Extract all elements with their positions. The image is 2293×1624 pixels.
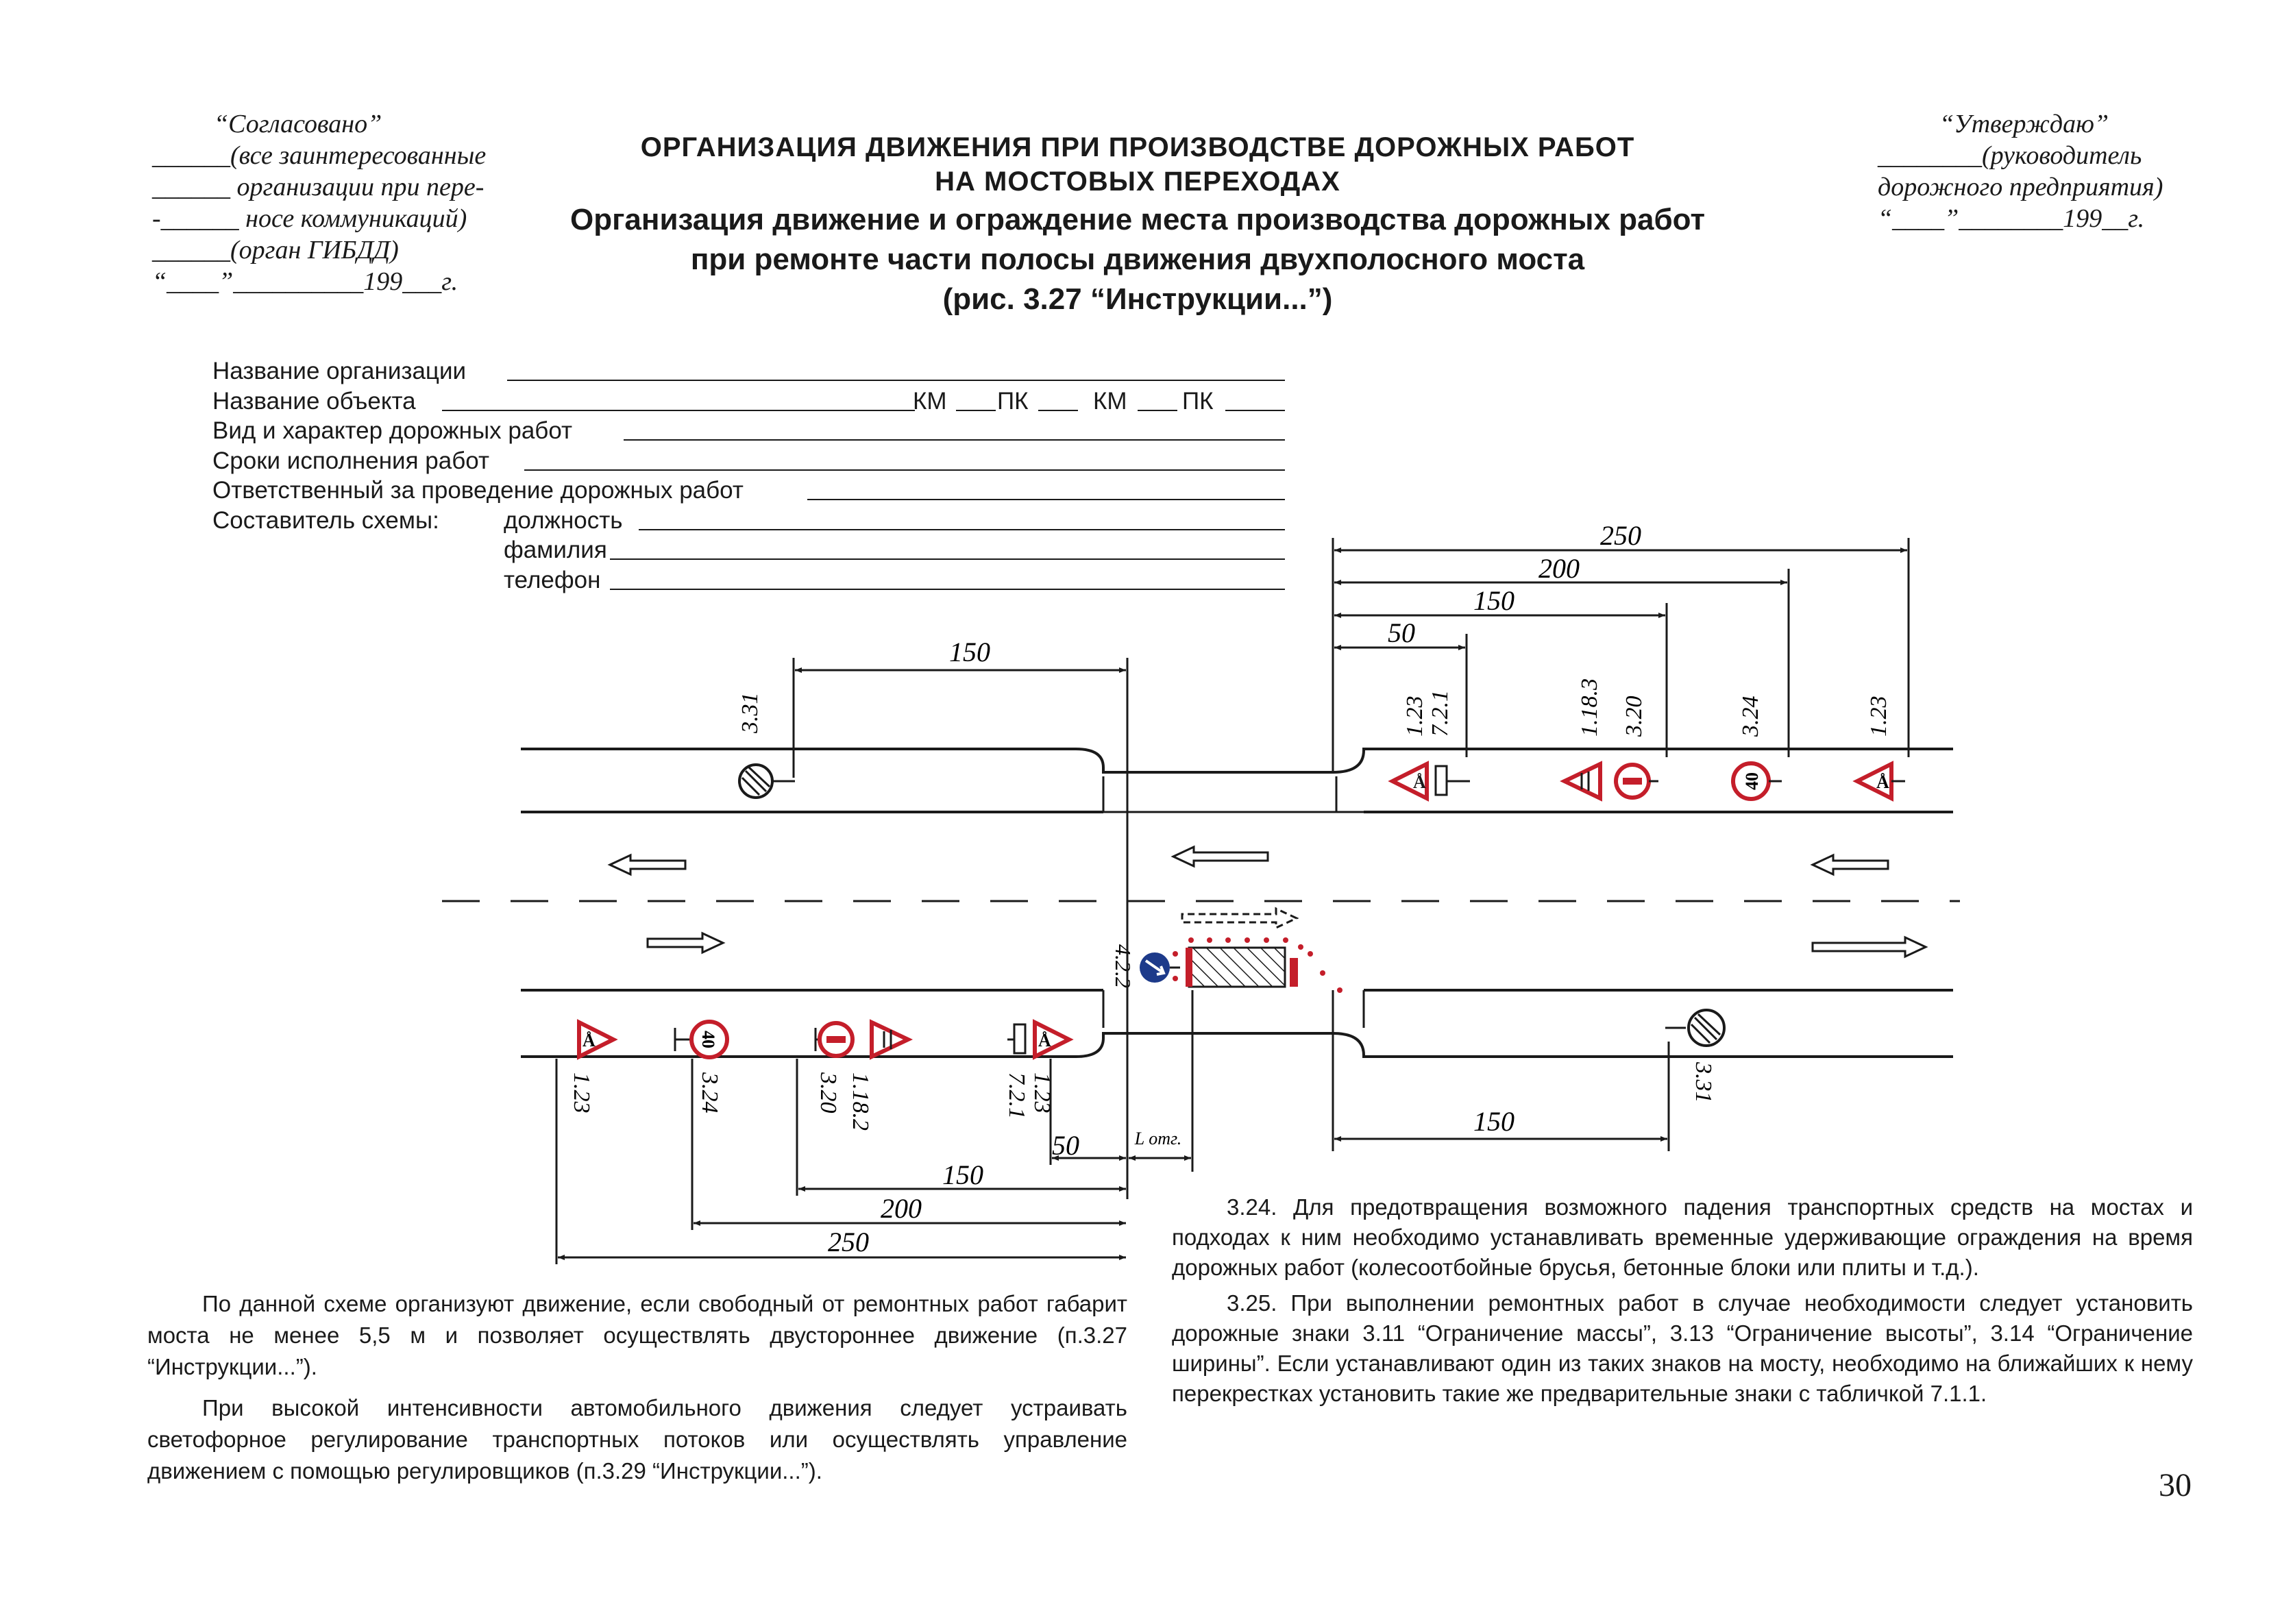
dimension-lines-top-left xyxy=(794,658,1127,1199)
plate-7-2-1 xyxy=(1014,1024,1025,1053)
dimension-label: 250 xyxy=(1600,520,1641,551)
arrow-right-icon xyxy=(648,933,723,952)
dimension-label: 150 xyxy=(1473,585,1515,616)
approval-title: “Согласовано” xyxy=(214,110,382,138)
responsible-label: Ответственный за проведение дорожных работ xyxy=(212,477,744,504)
subtitle-line-2: при ремонте части полосы движения двухполосного моста xyxy=(690,243,1585,276)
children-warning-sign-icon xyxy=(1393,764,1470,798)
org-label: Название организации xyxy=(212,358,467,384)
sign-label: 1.18.3 xyxy=(1577,678,1602,737)
arrow-right-icon xyxy=(1813,937,1926,957)
sign-label: 7.2.1 xyxy=(1427,690,1453,737)
page-number: 30 xyxy=(2159,1467,2192,1503)
svg-text:Å: Å xyxy=(1876,772,1889,792)
phone-label: телефон xyxy=(504,566,601,593)
dimension-label: 150 xyxy=(942,1159,983,1190)
children-warning-sign-icon xyxy=(1857,764,1905,798)
pk-label: ПК xyxy=(997,387,1029,415)
children-warning-sign-icon xyxy=(579,1022,613,1057)
barrier xyxy=(1186,948,1192,987)
title-line-1: ОРГАНИЗАЦИЯ ДВИЖЕНИЯ ПРИ ПРОИЗВОДСТВЕ ДОРОЖНЫХ РАБОТ xyxy=(640,132,1635,162)
approval-line: ______(все заинтересованные xyxy=(152,141,487,170)
speed-limit-sign-icon xyxy=(675,1022,727,1057)
road-bottom-edge xyxy=(521,990,1953,1057)
author-label: Составитель схемы: xyxy=(212,506,439,534)
sign-label: 3.24 xyxy=(1738,696,1763,737)
arrow-left-icon xyxy=(610,855,685,874)
paragraph: 3.24. Для предотвращения возможного падения транспортных средств на мостах и подходах к ним необходимо устанавливать временные удерживающие ограждения на время дорожных работ (колесоотбойные брусья, бетонные блоки или плиты и т.д.). xyxy=(1172,1194,2193,1280)
arrow-left-icon xyxy=(1173,847,1268,866)
speed-limit-sign-icon xyxy=(1733,763,1782,799)
km-label: КМ xyxy=(1093,387,1127,415)
arrow-right-icon xyxy=(1182,909,1297,928)
sign-label: 1.23 xyxy=(1402,696,1427,737)
approval-title: “Утверждаю” xyxy=(1939,110,2109,138)
dimension-label: 250 xyxy=(828,1227,869,1257)
work-zone xyxy=(1111,937,1342,993)
sign-label: 4.2.2 xyxy=(1111,944,1136,988)
terms-label: Сроки исполнения работ xyxy=(212,447,489,474)
sign-label: 3.31 xyxy=(737,692,763,733)
subtitle-line-1: Организация движение и ограждение места производства дорожных работ xyxy=(569,203,1706,236)
bottom-signs xyxy=(569,1010,1724,1131)
sign-label: 3.24 xyxy=(697,1072,722,1114)
paragraph: При высокой интенсивности автомобильного движения следует устраивать светофорное регулирование транспортных потоков или осуществлять управление движением с помощью регулировщиков (п.3.29 “Инструкции...”). xyxy=(147,1395,1127,1484)
sign-label: 7.2.1 xyxy=(1004,1072,1029,1119)
explanation-left xyxy=(147,1288,1127,1487)
end-restrictions-sign-icon xyxy=(1665,1010,1724,1046)
object-label: Название объекта xyxy=(212,387,416,415)
approval-line: дорожного предприятия) xyxy=(1878,173,2163,201)
sign-label: 3.31 xyxy=(1691,1062,1716,1103)
approval-line: ______(орган ГИБДД) xyxy=(152,236,399,264)
svg-text:Å: Å xyxy=(1413,772,1426,792)
approval-line: ______ организации при пере- xyxy=(152,173,485,201)
dimension-label: 50 xyxy=(1052,1130,1079,1161)
sign-label: 1.23 xyxy=(1866,696,1891,737)
barrier xyxy=(1290,958,1298,987)
no-overtaking-sign-icon xyxy=(1616,765,1658,798)
narrowing-sign-icon xyxy=(1565,764,1600,798)
dimension-label: 50 xyxy=(1388,617,1415,648)
children-warning-sign-icon xyxy=(1007,1022,1069,1057)
dimension-label: 200 xyxy=(881,1193,922,1224)
work-area-hatched xyxy=(1189,948,1285,987)
sign-label: 1.23 xyxy=(1029,1072,1055,1114)
dimension-label: 150 xyxy=(949,637,990,667)
paragraph: 3.25. При выполнении ремонтных работ в случае необходимости следует установить дорожные знаки 3.11 “Ограничение массы”, 3.13 “Ограничение высоты”, 3.14 “Ограничение ширины”. Если устанавливают один из таких знаков на мосту, необходимо на ближайших к нему перекрестках установить такие же предварительные знаки с табличкой 7.1.1. xyxy=(1172,1290,2193,1406)
approval-line: “____”__________199___г. xyxy=(152,267,458,296)
approval-line: ________(руководитель xyxy=(1878,141,2142,170)
speed-value: 40 xyxy=(698,1031,718,1048)
pk-label: ПК xyxy=(1182,387,1214,415)
title-line-2: НА МОСТОВЫХ ПЕРЕХОДАХ xyxy=(935,167,1340,197)
l-otg-label: L отг. xyxy=(1134,1129,1182,1148)
svg-text:Å: Å xyxy=(583,1031,596,1050)
sign-label: 3.20 xyxy=(816,1072,841,1114)
dimension-label: 150 xyxy=(1473,1106,1515,1137)
sign-label: 1.18.2 xyxy=(848,1072,873,1131)
svg-text:Å: Å xyxy=(1038,1031,1051,1050)
subtitle-line-3: (рис. 3.27 “Инструкции...”) xyxy=(942,282,1333,316)
no-overtaking-sign-icon xyxy=(816,1023,853,1056)
end-restrictions-sign-icon xyxy=(739,765,795,798)
work-label: Вид и характер дорожных работ xyxy=(212,417,573,444)
dimension-label: 200 xyxy=(1538,553,1580,584)
approval-line: -______ носе коммуникаций) xyxy=(152,204,467,233)
narrowing-sign-icon xyxy=(872,1022,908,1057)
approval-line: “____”________199__г. xyxy=(1878,204,2145,233)
top-signs xyxy=(737,678,1905,799)
surname-label: фамилия xyxy=(504,537,607,563)
position-label: должность xyxy=(504,506,623,534)
sign-label: 1.23 xyxy=(569,1072,594,1114)
paragraph: По данной схеме организуют движение, если свободный от ремонтных работ габарит моста не менее 5,5 м и позволяет осуществлять двустороннее движение (п.3.27 “Инструкции...”). xyxy=(147,1291,1127,1379)
arrow-left-icon xyxy=(1813,855,1888,874)
plate-7-2-1 xyxy=(1436,766,1447,795)
sign-label: 3.20 xyxy=(1621,696,1647,737)
explanation-right xyxy=(1172,1192,2193,1409)
km-label: КМ xyxy=(913,387,947,415)
speed-value: 40 xyxy=(1742,772,1762,790)
